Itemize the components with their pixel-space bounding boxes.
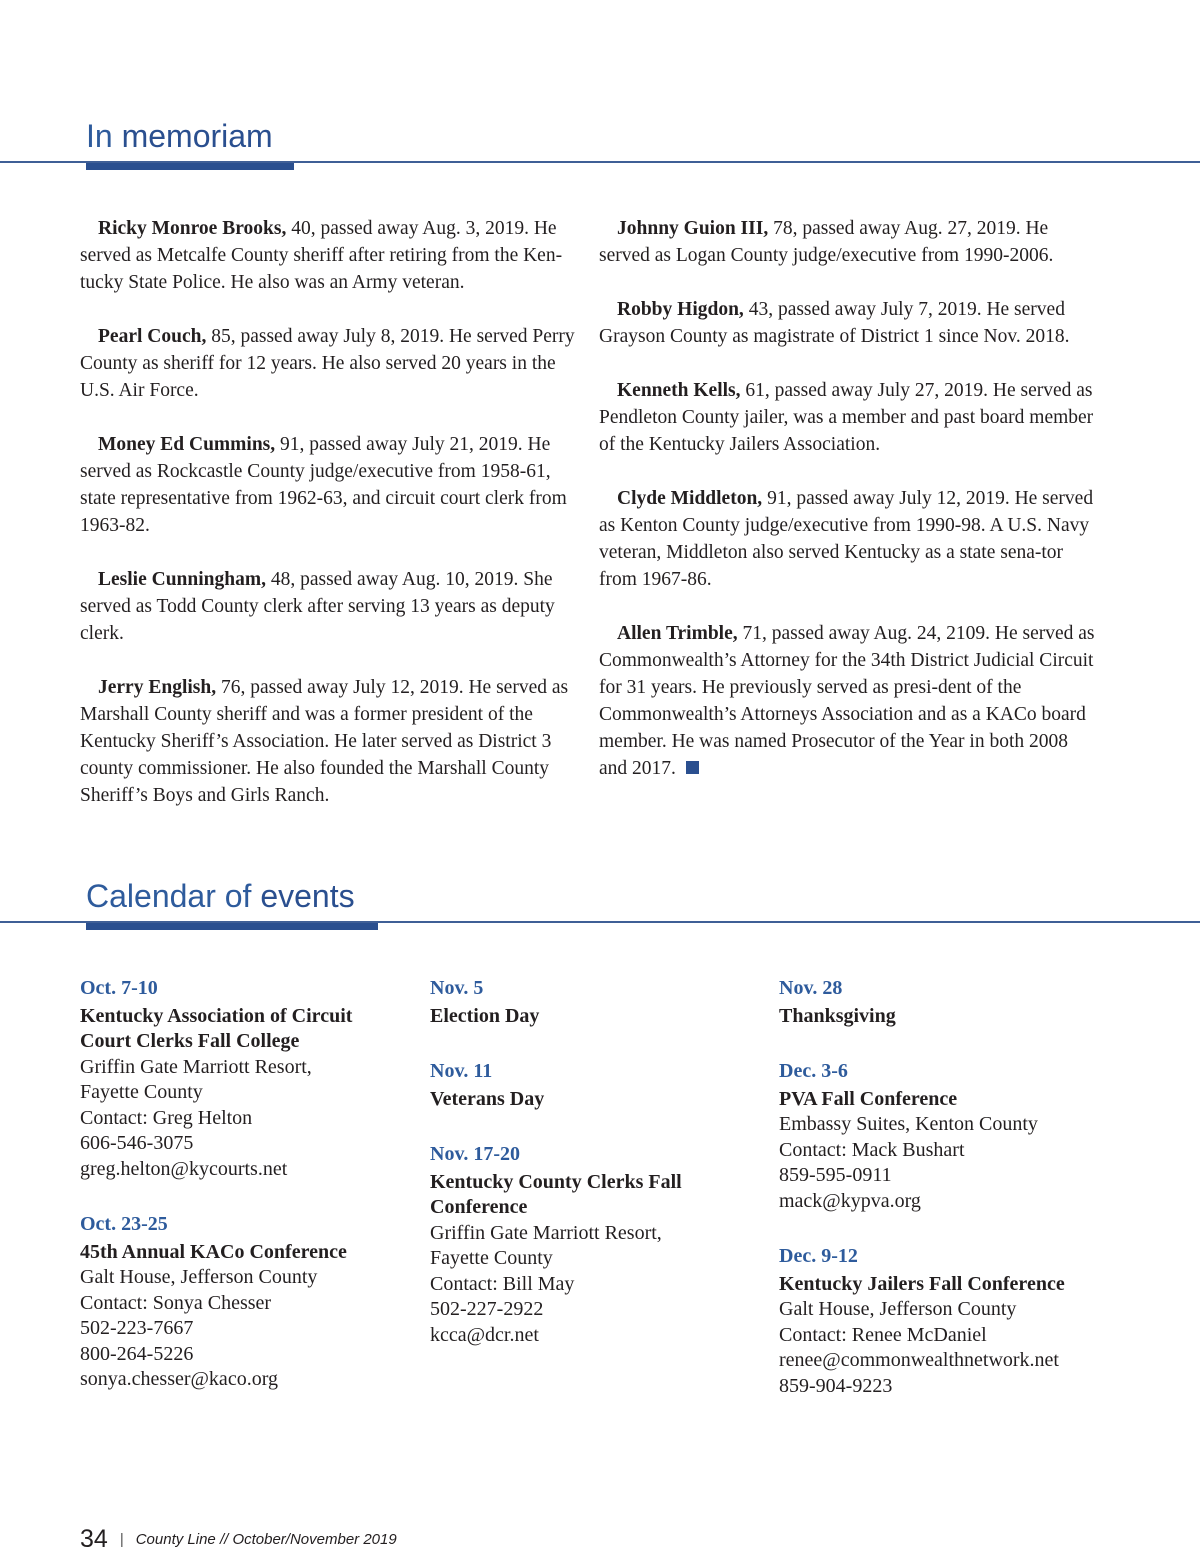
memoriam-entry [599, 620, 1099, 782]
memoriam-column-right [599, 215, 1099, 809]
memoriam-entry [599, 377, 1099, 458]
event-detail: 502-223-7667 [80, 1317, 194, 1339]
memoriam-entry-text: 71, passed away Aug. 24, 2109. He served as Commonwealth’s Attorney for the 34th District Judicial Circuit for 31 years. He previously served as presi-dent of the Commonwealth’s Attorneys Association and as a KACo board member. He was named Prosecutor of the Year in both 2008 and 2017. [599, 623, 1095, 779]
event-name: Kentucky County Clerks Fall Conference [430, 1170, 682, 1218]
memoriam-entry-name: Ricky Monroe Brooks, [98, 218, 287, 239]
calendar-column-1 [80, 976, 380, 1423]
memoriam-entry-text: 40, passed away Aug. 3, 2019. He served as Metcalfe County sheriff after retiring from the Ken-tucky State Police. He also was an Army veteran. [80, 218, 563, 293]
event-detail: Contact: Renee McDaniel [779, 1323, 987, 1346]
event-detail: 502-227-2922 [430, 1298, 544, 1320]
event-name: Kentucky Jailers Fall Conference [779, 1272, 1065, 1295]
event-email-link[interactable]: mack@kypva.org [779, 1189, 921, 1212]
calendar-title [86, 878, 355, 915]
page-number: 34 [80, 1525, 108, 1553]
calendar-event [779, 976, 1109, 1029]
event-detail: Galt House, Jefferson County [779, 1298, 1017, 1320]
calendar-event [430, 1059, 730, 1112]
event-email-link[interactable]: greg.helton@kycourts.net [80, 1157, 288, 1180]
calendar-event [80, 1212, 380, 1393]
memoriam-entry [599, 485, 1099, 593]
memoriam-entry-name: Pearl Couch, [98, 326, 207, 347]
memoriam-entry-text: 61, passed away July 27, 2019. He served as Pendleton County jailer, was a member and past board member of the Kentucky Jailers Association. [599, 380, 1094, 455]
calendar-event [430, 976, 730, 1029]
calendar-accent-bar [86, 923, 378, 930]
event-date: Nov. 17-20 [430, 1143, 520, 1165]
memoriam-entry [80, 566, 575, 647]
memoriam-entry-name: Leslie Cunningham, [98, 569, 266, 590]
event-name: PVA Fall Conference [779, 1087, 958, 1110]
memoriam-entry-name: Robby Higdon, [617, 299, 744, 320]
event-detail: Griffin Gate Marriott Resort, [430, 1221, 662, 1244]
event-email-link[interactable]: sonya.chesser@kaco.org [80, 1368, 278, 1390]
event-name: Election Day [430, 1004, 540, 1027]
event-date: Nov. 28 [779, 977, 843, 999]
calendar-event [779, 1244, 1109, 1399]
end-square-icon [686, 761, 699, 774]
memoriam-entry-text: 85, passed away July 8, 2019. He served Perry County as sheriff for 12 years. He also served 20 years in the U.S. Air Force. [80, 326, 575, 401]
event-detail: Galt House, Jefferson County [80, 1266, 318, 1288]
publication-info: County Line // October/November 2019 [135, 1531, 397, 1548]
calendar-title-light: Calendar of [86, 878, 252, 914]
memoriam-entry-name: Johnny Guion III, [617, 218, 769, 239]
memoriam-entry [80, 215, 575, 296]
event-detail: 800-264-5226 [80, 1342, 194, 1365]
event-date: Nov. 11 [430, 1060, 493, 1082]
memoriam-entry-text: 43, passed away July 7, 2019. He served Grayson County as magistrate of District 1 since Nov. 2018. [599, 299, 1070, 347]
memoriam-entry [80, 431, 575, 539]
memoriam-entry-text: 48, passed away Aug. 10, 2019. She served as Todd County clerk after serving 13 years as deputy clerk. [80, 569, 555, 644]
memoriam-entry-name: Jerry English, [98, 677, 217, 698]
memoriam-entry-text: 91, passed away July 12, 2019. He served as Kenton County judge/executive from 1990-98. A U.S. Navy veteran, Middleton also served Kentucky as a state sena-tor from 1967-86. [599, 488, 1094, 590]
memoriam-entry-text: 76, passed away July 12, 2019. He served as Marshall County sheriff and was a former president of the Kentucky Sheriff’s Association. He later served as District 3 county commissioner. He also founded the Marshall County Sheriff’s Boys and Girls Ranch. [80, 677, 569, 806]
calendar-event [779, 1059, 1109, 1214]
calendar-event [80, 976, 380, 1182]
memoriam-title-strong: memoriam [121, 118, 273, 154]
footer-separator: | [119, 1531, 124, 1548]
page-footer [80, 1525, 397, 1558]
event-detail: Fayette County [430, 1247, 553, 1269]
event-name: 45th Annual KACo Conference [80, 1240, 347, 1263]
event-date: Dec. 9-12 [779, 1245, 858, 1267]
memoriam-entry [80, 323, 575, 404]
event-name: Kentucky Association of Circuit Court Clerks Fall College [80, 1004, 353, 1052]
calendar-column-3 [779, 976, 1109, 1429]
event-date: Oct. 7-10 [80, 977, 158, 999]
event-date: Nov. 5 [430, 977, 484, 999]
event-name: Thanksgiving [779, 1004, 896, 1027]
memoriam-entry [80, 674, 575, 809]
event-detail: 859-595-0911 [779, 1164, 892, 1186]
calendar-event [430, 1142, 730, 1348]
event-detail: 606-546-3075 [80, 1132, 194, 1154]
memoriam-entry [599, 215, 1099, 269]
event-detail: 859-904-9223 [779, 1374, 893, 1397]
memoriam-accent-bar [86, 163, 294, 170]
memoriam-entry [599, 296, 1099, 350]
event-name: Veterans Day [430, 1087, 545, 1110]
event-detail: Contact: Greg Helton [80, 1106, 253, 1129]
calendar-title-strong: events [260, 878, 355, 914]
event-detail: Fayette County [80, 1081, 203, 1103]
event-date: Dec. 3-6 [779, 1060, 848, 1082]
event-detail: Contact: Mack Bushart [779, 1138, 965, 1161]
event-email-link[interactable]: renee@commonwealthnetwork.net [779, 1349, 1059, 1371]
memoriam-column-left [80, 215, 575, 836]
event-detail: Contact: Sonya Chesser [80, 1291, 272, 1314]
calendar-header [0, 878, 1200, 938]
memoriam-entry-text: 78, passed away Aug. 27, 2019. He served as Logan County judge/executive from 1990-2006. [599, 218, 1054, 266]
memoriam-title [86, 118, 273, 155]
memoriam-entry-name: Clyde Middleton, [617, 488, 763, 509]
memoriam-header [0, 118, 1200, 178]
calendar-column-2 [430, 976, 730, 1378]
event-email-link[interactable]: kcca@dcr.net [430, 1323, 539, 1346]
event-detail: Contact: Bill May [430, 1272, 575, 1295]
event-date: Oct. 23-25 [80, 1213, 168, 1235]
memoriam-entry-name: Kenneth Kells, [617, 380, 741, 401]
memoriam-title-light: In [86, 118, 113, 154]
memoriam-entry-name: Allen Trimble, [617, 623, 738, 644]
event-detail: Griffin Gate Marriott Resort, [80, 1055, 312, 1078]
memoriam-entry-text: 91, passed away July 21, 2019. He served as Rockcastle County judge/executive from 1958-61, state representative from 1962-63, and circuit court clerk from 1963-82. [80, 434, 567, 536]
event-detail: Embassy Suites, Kenton County [779, 1113, 1038, 1135]
memoriam-entry-name: Money Ed Cummins, [98, 434, 276, 455]
